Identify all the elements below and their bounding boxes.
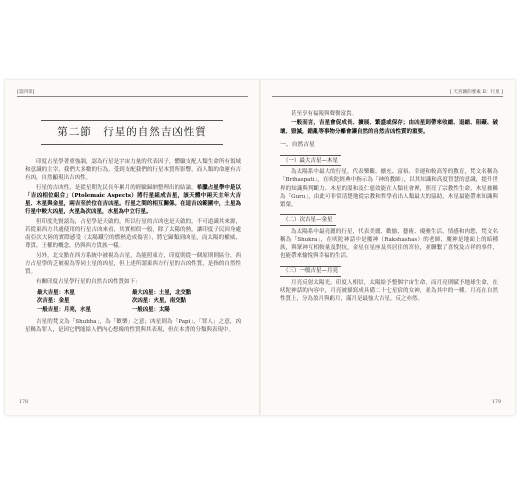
list-row [37, 289, 241, 298]
right-body-text [280, 110, 498, 305]
chapter-header: [ 天宮圖的要素 II：行星 ] [450, 90, 503, 95]
bold-sentence: 行星之間的相互關係。在這吉凶範圍中，土星為行星中較大凶星，火星為次凶星，水星為中立行星。 [25, 201, 241, 216]
subsection-venus [280, 210, 498, 260]
subsection-moon [280, 262, 498, 304]
paragraph: 吉星的梵文為「Shubha」，為「歡樂」之意；凶星則為「Papi」，「罪人」之意，凶星稱為罪人，是因它們能給人們內心想像的性質與其表現，但在本書的分類與表現中。 [25, 318, 241, 333]
page-number: 178 [19, 400, 29, 405]
header-rule [17, 96, 248, 97]
paragraph [280, 119, 498, 135]
list-row [37, 306, 241, 315]
page-number: 179 [491, 400, 501, 405]
title-rule-bottom [41, 144, 223, 145]
left-page [5, 80, 260, 415]
bold-sentence: 希臘占星學中是以「吉凶相位組合」（Ptolemaic Aspects）將行星組成吉星，該天體中兩天主年大吉星、木星與金星，兩吉至於位在吉凶星。 [25, 184, 241, 208]
paragraph: 印度占星學著重強調，認為行星是宇宙力量的代表因子，體驗支配人類生命所有領域和意識的主宰，我們大多數的行為，受到支配我們的行星本質所影響，而人類的命運有吉有凶，自然顯現出吉凶性。 [25, 159, 241, 182]
benefic-entry: 一般吉星：月亮，水星 [37, 306, 91, 313]
subsection-jupiter [280, 151, 498, 209]
bold-sentence: 一般而言，吉星會促成長、擴展、繁盛或保存；由凶星則帶來收縮、退縮、阻礙、破壞、毀滅，錯亂等事物分離會讓自然的自然吉凶性質的重要。 [280, 120, 498, 135]
subsection-label: （二）次吉星—金星 [280, 214, 336, 225]
benefic-entry: 最大吉星：木星 [37, 289, 75, 296]
chapter-header: [第四章] [17, 90, 35, 95]
paragraph-text: 行星的吉凶性，是從星期先民長年累月的經驗歸納整理出的結論， [36, 184, 197, 191]
paragraph: 為太陽系中最亮麗的行星，代表美麗、歡愉、藝術、優雅生活、情感和肉慾，梵文名稱為「Shukra」，在吠陀神話中是魔神（Rakshashas）的老師，魔神是地面上的暗種族，與眾神互相較量及對抗，金星在星座及其居住的宮位，並聯繫了喜悅及吉祥的事件，也能帶來愉悅與幸福的生活。 [280, 228, 498, 260]
header-rule [272, 96, 503, 97]
left-body-text [25, 158, 241, 335]
benefic-malefic-list [37, 289, 241, 315]
benefic-entry: 次吉星：金星 [37, 298, 70, 305]
paragraph: 有關印度占星學行星的自然吉凶性質如下： [36, 278, 141, 285]
list-row [37, 297, 241, 306]
paragraph: 為太陽系中最大的行星，代表樂觀、擴充、富裕、幸運和較高等的教育，梵文名稱為「Brihaspati」，在吠陀經典中指示為「神的教師」，以其知識和高度智慧的意識，提升世界的知識與判斷力。木星的溫和及仁慈效能在人類社會裡，照亮了宗教性生命，木星被稱為「Guru」，由此可非常清楚地從宗教和哲學看出人類最大的協助，木星最能帶來知識與繁榮。 [280, 169, 498, 209]
malefic-entry: 次凶星：火星，南交點 [132, 298, 186, 305]
paragraph: 另外，北交點在西方系統中被視為吉星，為能照東方，印度則從一個原則則區分，西方占星學的乏被視為等同土星的凶星，但上述所謂東西方行星的吉凶性質，是指的自然性質。 [25, 252, 241, 276]
section-title: 第二節 行星的自然吉凶性質 [57, 126, 207, 138]
paragraph [25, 184, 241, 217]
paragraph: 但印度先賢認為，占星學是天啟的，所以行星的吉凶也是天啟的，不可道識其來源，若從東西方共通使用的行星吉凶來看，其實相似一般，除了太陽的熱，讓印度子民因身處南亞次大陸的實際感受（太陽鐵空的燃熱造成傷害），將它歸類到凶星，而太陽的權威、尊貴、王權的概念，仍與西方貴族一樣。 [25, 218, 241, 250]
subsection-label: （三）一般吉星—月亮 [280, 266, 341, 277]
paragraph: 月亮反射太陽光，印度人相信，太陽給予整個宇宙生命，而月亮則賦予地球生命，在吠陀神話的內容中，月亮被描寫成具備二十七星宿的女神，並為其中的一種。月亮在自然性質上，分為盈月與虧月，滿月是最強大吉星，反之亦然。 [280, 279, 498, 303]
right-page [260, 80, 515, 415]
book-spread [5, 80, 515, 415]
paragraph: 甚至享有福報與聲譽富貴。 [291, 111, 358, 117]
malefic-entry: 最大凶星：土星，北交點 [132, 289, 192, 296]
subsection-label: （一）最大吉星—木星 [280, 155, 341, 166]
malefic-entry: 一般凶星：太陽 [132, 306, 170, 313]
subsection-heading: 一、自然吉星 [280, 141, 315, 148]
